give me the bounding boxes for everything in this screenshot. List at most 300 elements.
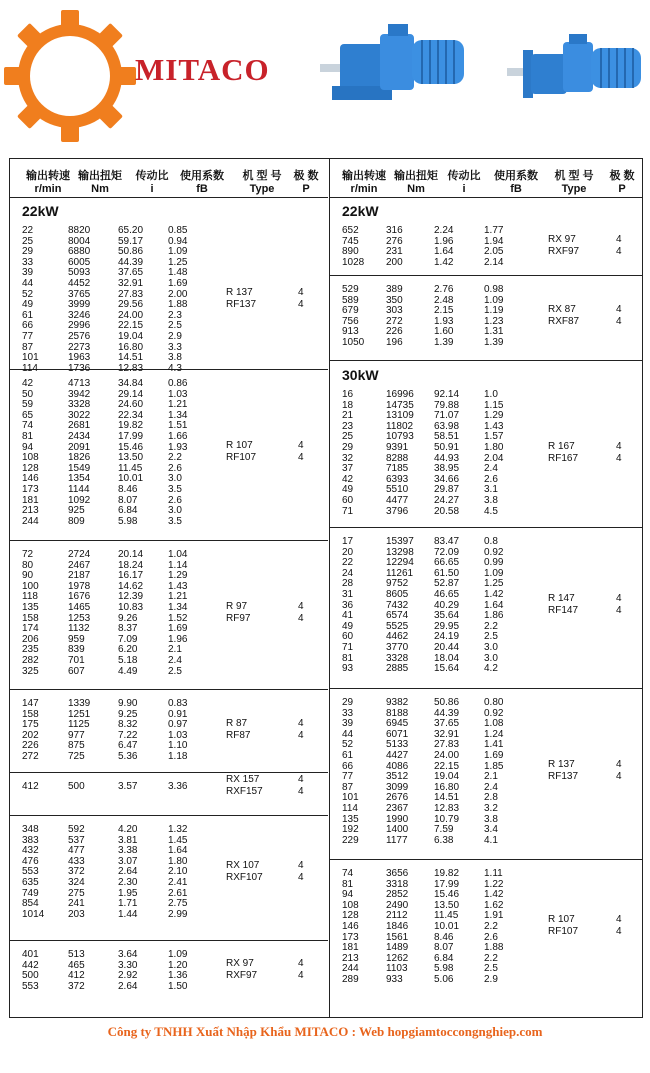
table-row (10, 655, 328, 666)
output-speed-cell: 71 (342, 642, 354, 653)
table-row (330, 631, 643, 642)
table-row (10, 473, 328, 484)
spec-section (330, 528, 643, 689)
model-type (10, 958, 328, 982)
model-type (330, 234, 643, 258)
output-torque-cell: 2187 (68, 570, 91, 582)
output-torque-cell: 1400 (386, 824, 409, 836)
ratio-cell: 17.99 (434, 878, 460, 890)
service-factor-cell: 2.9 (168, 331, 182, 342)
output-torque-cell: 959 (68, 633, 85, 645)
service-factor-cell: 2.6 (484, 473, 498, 485)
ratio-cell: 2.48 (434, 294, 454, 306)
spec-table (9, 158, 643, 1018)
service-factor-cell: 0.80 (484, 697, 504, 708)
output-speed-cell: 325 (22, 665, 39, 677)
output-torque-cell: 1092 (68, 494, 91, 506)
header-label-en: fB (196, 183, 208, 195)
output-speed-cell: 181 (22, 494, 39, 506)
table-row (330, 578, 643, 589)
header-label-en: Nm (91, 183, 109, 195)
ratio-cell: 22.34 (118, 409, 144, 421)
spec-section (10, 773, 328, 816)
service-factor-cell: 1.19 (484, 305, 504, 317)
output-speed-cell: 745 (342, 235, 359, 247)
output-torque-cell: 725 (68, 751, 85, 762)
output-torque-cell: 592 (68, 824, 85, 835)
output-speed-cell: 146 (22, 473, 39, 485)
service-factor-cell: 1.88 (484, 942, 504, 954)
output-speed-cell: 52 (22, 288, 34, 300)
service-factor-cell: 1.64 (484, 599, 504, 611)
table-row (330, 421, 643, 432)
service-factor-cell: 1.57 (484, 431, 504, 443)
output-torque-cell: 3246 (68, 309, 91, 321)
pole-count: 4 (616, 914, 622, 926)
output-torque-cell: 6574 (386, 610, 409, 622)
table-row (330, 974, 643, 985)
header-label-zh: 传动比 (135, 170, 169, 182)
output-speed-cell: 61 (342, 750, 354, 761)
output-torque-cell: 1963 (68, 352, 91, 364)
output-torque-cell: 3318 (386, 878, 409, 890)
service-factor-cell: 3.5 (168, 484, 182, 495)
ratio-cell: 37.65 (118, 267, 144, 279)
service-factor-cell: 1.18 (168, 751, 188, 762)
table-row (330, 814, 643, 825)
output-speed-cell: 282 (22, 655, 39, 666)
table-row (10, 484, 328, 495)
output-torque-cell: 2996 (68, 320, 91, 332)
output-torque-cell: 1354 (68, 473, 91, 485)
output-speed-cell: 33 (22, 256, 34, 268)
ratio-cell: 10.01 (118, 473, 144, 485)
service-factor-cell: 1.22 (484, 878, 504, 890)
service-factor-cell: 1.48 (168, 267, 188, 279)
output-speed-cell: 29 (342, 697, 354, 708)
ratio-cell: 58.51 (434, 431, 460, 443)
model-number: RF147 (548, 604, 579, 616)
output-torque-cell: 1339 (68, 698, 91, 709)
table-row (10, 352, 328, 363)
output-torque-cell: 13298 (386, 546, 414, 558)
output-speed-cell: 158 (22, 612, 39, 624)
output-speed-cell: 49 (22, 299, 34, 311)
pole-count: 4 (298, 970, 304, 982)
output-torque-cell: 500 (68, 781, 85, 792)
ratio-cell: 3.81 (118, 834, 138, 846)
output-torque-cell: 977 (68, 729, 85, 741)
left-column (10, 159, 328, 1017)
header-label-en: Type (249, 183, 275, 195)
service-factor-cell: 1.31 (484, 326, 504, 338)
service-factor-cell: 1.21 (168, 399, 188, 411)
output-torque-cell: 3770 (386, 642, 409, 653)
right-column (329, 159, 643, 1017)
service-factor-cell: 3.4 (484, 824, 498, 836)
ratio-cell: 24.27 (434, 495, 460, 506)
output-speed-cell: 61 (22, 309, 34, 321)
ratio-cell: 7.09 (118, 633, 138, 645)
ratio-cell: 20.44 (434, 642, 460, 653)
ratio-cell: 29.95 (434, 620, 460, 632)
output-speed-cell: 77 (22, 331, 34, 342)
output-torque-cell: 8605 (386, 589, 409, 600)
table-row (10, 505, 328, 516)
service-factor-cell: 1.41 (484, 739, 504, 751)
service-factor-cell: 1.32 (168, 824, 188, 835)
ratio-cell: 6.84 (434, 952, 454, 964)
ratio-cell: 27.83 (434, 739, 460, 751)
output-torque-cell: 1251 (68, 708, 91, 720)
ratio-cell: 12.83 (118, 362, 144, 374)
output-torque-cell: 701 (68, 655, 85, 666)
service-factor-cell: 1.69 (168, 623, 188, 635)
ratio-cell: 15.46 (118, 441, 144, 453)
pole-count: 4 (298, 774, 304, 786)
ratio-cell: 52.87 (434, 578, 460, 590)
output-speed-cell: 74 (342, 868, 354, 879)
ratio-cell: 7.59 (434, 824, 454, 836)
ratio-cell: 4.49 (118, 665, 138, 677)
table-row (10, 898, 328, 909)
output-torque-cell: 276 (386, 235, 403, 247)
ratio-cell: 2.92 (118, 970, 138, 982)
table-row (330, 953, 643, 964)
output-speed-cell: 401 (22, 949, 39, 960)
ratio-cell: 2.76 (434, 284, 454, 295)
table-row (330, 337, 643, 348)
ratio-cell: 35.64 (434, 610, 460, 622)
output-speed-cell: 49 (342, 620, 354, 632)
ratio-cell: 2.15 (434, 305, 454, 317)
header-label-en: Type (561, 183, 587, 195)
ratio-cell: 63.98 (434, 420, 460, 432)
output-torque-cell: 6393 (386, 473, 409, 485)
output-speed-cell: 756 (342, 315, 359, 327)
table-row (10, 835, 328, 846)
spec-section (10, 541, 328, 690)
table-row (330, 942, 643, 953)
ratio-cell: 10.83 (118, 602, 144, 613)
service-factor-cell: 2.2 (168, 452, 182, 464)
pole-count: 4 (616, 234, 622, 246)
service-factor-cell: 1.51 (168, 420, 188, 432)
ratio-cell: 19.04 (118, 331, 144, 342)
table-row (330, 463, 643, 474)
output-speed-cell: 1028 (342, 256, 365, 268)
table-row (330, 708, 643, 719)
service-factor-cell: 2.04 (484, 452, 504, 464)
output-torque-cell: 350 (386, 294, 403, 306)
service-factor-cell: 0.91 (168, 708, 188, 720)
ratio-cell: 44.93 (434, 452, 460, 464)
header-label-en: r/min (34, 183, 62, 195)
pole-count: 4 (616, 759, 622, 771)
ratio-cell: 3.57 (118, 781, 138, 792)
service-factor-cell: 1.29 (484, 410, 504, 422)
output-speed-cell: 81 (342, 652, 354, 664)
service-factor-cell: 4.5 (484, 505, 498, 517)
output-speed-cell: 81 (22, 431, 34, 442)
table-row (10, 751, 328, 762)
service-factor-cell: 2.1 (168, 644, 182, 656)
service-factor-cell: 0.98 (484, 284, 504, 295)
service-factor-cell: 1.0 (484, 389, 498, 400)
output-speed-cell: 476 (22, 855, 39, 867)
output-speed-cell: 36 (342, 599, 354, 611)
model-number: RXF97 (226, 970, 258, 982)
ratio-cell: 27.83 (118, 288, 144, 300)
ratio-cell: 13.50 (118, 452, 144, 464)
service-factor-cell: 1.86 (484, 610, 504, 622)
header-label-zh: 机 型 号 (554, 170, 594, 182)
output-torque-cell: 2112 (386, 910, 408, 922)
header-label-en: P (302, 183, 310, 195)
output-torque-cell: 5133 (386, 739, 409, 751)
ratio-cell: 14.62 (118, 580, 144, 592)
output-torque-cell: 4713 (68, 378, 91, 389)
output-speed-cell: 33 (342, 707, 354, 719)
service-factor-cell: 1.21 (168, 591, 188, 603)
pole-count: 4 (616, 604, 622, 616)
output-speed-cell: 226 (22, 740, 39, 752)
power-rating: 22kW (342, 203, 379, 219)
model-number: R 167 (548, 440, 575, 452)
spec-section (10, 370, 328, 541)
output-torque-cell: 1489 (386, 942, 409, 954)
model-number: RXF157 (226, 786, 263, 798)
model-number: RXF107 (226, 871, 263, 883)
spec-section (10, 197, 328, 374)
output-torque-cell: 1125 (68, 719, 90, 731)
ratio-cell: 9.26 (118, 612, 138, 624)
model-number: R 137 (548, 759, 575, 771)
output-speed-cell: 128 (22, 462, 39, 474)
output-speed-cell: 22 (22, 225, 34, 236)
service-factor-cell: 2.14 (484, 256, 504, 268)
output-torque-cell: 465 (68, 959, 85, 971)
service-factor-cell: 3.3 (168, 341, 182, 353)
service-factor-cell: 2.6 (484, 931, 498, 943)
service-factor-cell: 1.52 (168, 612, 188, 624)
service-factor-cell: 1.50 (168, 980, 188, 992)
output-speed-cell: 94 (22, 441, 34, 453)
output-speed-cell: 80 (22, 559, 34, 571)
table-row (10, 909, 328, 920)
output-speed-cell: 72 (22, 549, 34, 560)
output-torque-cell: 7185 (386, 463, 409, 475)
model-type (330, 914, 643, 938)
output-torque-cell: 3328 (386, 652, 409, 664)
service-factor-cell: 1.43 (484, 420, 504, 432)
output-speed-cell: 235 (22, 644, 39, 656)
output-torque-cell: 1676 (68, 591, 91, 603)
output-torque-cell: 4086 (386, 760, 409, 772)
ratio-cell: 5.18 (118, 655, 138, 666)
service-factor-cell: 1.20 (168, 959, 188, 971)
header-label-zh: 输出转速 (26, 170, 70, 182)
service-factor-cell: 1.15 (484, 399, 504, 411)
pole-count: 4 (298, 287, 304, 299)
service-factor-cell: 2.2 (484, 921, 498, 932)
ratio-cell: 2.64 (118, 980, 138, 992)
service-factor-cell: 2.5 (484, 631, 498, 643)
ratio-cell: 50.86 (434, 697, 460, 708)
output-speed-cell: 442 (22, 959, 39, 971)
output-speed-cell: 81 (342, 878, 354, 890)
model-type (330, 759, 643, 783)
ratio-cell: 19.82 (118, 420, 144, 432)
model-type (10, 601, 328, 625)
table-row (10, 378, 328, 389)
service-factor-cell: 1.91 (484, 910, 504, 922)
output-speed-cell: 348 (22, 824, 39, 835)
output-torque-cell: 196 (386, 337, 403, 348)
pole-count: 4 (298, 440, 304, 452)
model-number: RX 157 (226, 774, 260, 786)
output-speed-cell: 41 (342, 610, 354, 622)
service-factor-cell: 1.80 (168, 855, 188, 867)
output-torque-cell: 839 (68, 644, 85, 656)
service-factor-cell: 3.0 (484, 642, 498, 653)
output-speed-cell: 913 (342, 326, 359, 338)
output-speed-cell: 31 (342, 589, 354, 600)
service-factor-cell: 2.99 (168, 908, 188, 920)
pole-count: 4 (616, 315, 622, 327)
service-factor-cell: 1.66 (168, 431, 188, 442)
table-row (10, 581, 328, 592)
output-speed-cell: 114 (342, 803, 358, 814)
ratio-cell: 8.32 (118, 719, 138, 731)
service-factor-cell: 0.97 (168, 719, 188, 731)
output-torque-cell: 9752 (386, 578, 409, 590)
table-row (330, 326, 643, 337)
table-row (330, 257, 643, 268)
service-factor-cell: 2.41 (168, 877, 188, 888)
service-factor-cell: 2.4 (168, 655, 182, 666)
table-row (330, 536, 643, 547)
ratio-cell: 9.25 (118, 708, 138, 720)
spec-section (10, 690, 328, 773)
service-factor-cell: 2.6 (168, 462, 182, 474)
header-label-zh: 输出转速 (342, 170, 386, 182)
ratio-cell: 10.01 (434, 921, 460, 932)
output-speed-cell: 24 (342, 567, 354, 579)
service-factor-cell: 0.8 (484, 536, 498, 547)
service-factor-cell: 1.34 (168, 409, 188, 421)
output-speed-cell: 1014 (22, 908, 45, 920)
pole-count: 4 (298, 786, 304, 798)
header-label-zh: 传动比 (447, 170, 481, 182)
ratio-cell: 11.45 (434, 910, 459, 922)
service-factor-cell: 1.09 (168, 246, 188, 258)
output-speed-cell: 181 (342, 942, 359, 954)
output-torque-cell: 15397 (386, 536, 414, 547)
service-factor-cell: 1.09 (484, 567, 504, 579)
output-speed-cell: 158 (22, 708, 39, 720)
service-factor-cell: 1.62 (484, 899, 504, 911)
model-number: RF107 (226, 452, 257, 464)
table-row (330, 547, 643, 558)
output-torque-cell: 2676 (386, 792, 409, 804)
output-speed-cell: 37 (342, 463, 354, 475)
service-factor-cell: 1.08 (484, 718, 504, 730)
ratio-cell: 1.93 (434, 315, 454, 327)
output-speed-cell: 44 (342, 728, 354, 740)
output-torque-cell: 1978 (68, 580, 91, 592)
output-torque-cell: 200 (386, 256, 403, 268)
ratio-cell: 3.30 (118, 959, 138, 971)
output-torque-cell: 2576 (68, 331, 91, 342)
output-torque-cell: 3999 (68, 299, 91, 311)
output-speed-cell: 890 (342, 246, 359, 258)
header-label-en: r/min (350, 183, 378, 195)
table-row (10, 740, 328, 751)
header-label-zh: 使用系数 (180, 170, 224, 182)
brand-name: MITACO (135, 52, 270, 87)
output-torque-cell: 875 (68, 740, 85, 752)
output-torque-cell: 6005 (68, 256, 91, 268)
service-factor-cell: 2.00 (168, 288, 188, 300)
output-speed-cell: 213 (342, 952, 359, 964)
service-factor-cell: 1.93 (168, 441, 188, 453)
spec-section (330, 860, 643, 1050)
ratio-cell: 1.42 (434, 256, 454, 268)
output-speed-cell: 174 (22, 623, 39, 635)
output-speed-cell: 94 (342, 889, 354, 901)
ratio-cell: 5.98 (434, 963, 454, 975)
output-torque-cell: 933 (386, 974, 403, 985)
output-torque-cell: 1561 (386, 931, 409, 943)
output-speed-cell: 854 (22, 898, 39, 910)
ratio-cell: 37.65 (434, 718, 460, 730)
table-row (10, 342, 328, 353)
ratio-cell: 20.58 (434, 505, 460, 517)
output-torque-cell: 9382 (386, 697, 409, 708)
service-factor-cell: 2.9 (484, 974, 498, 985)
model-number: RX 97 (548, 234, 576, 246)
model-type (10, 718, 328, 742)
table-row (330, 835, 643, 846)
service-factor-cell: 3.2 (484, 803, 498, 814)
ratio-cell: 15.46 (434, 889, 460, 901)
spec-section (330, 276, 643, 361)
output-speed-cell: 118 (22, 591, 38, 603)
table-row (10, 644, 328, 655)
output-torque-cell: 1990 (386, 813, 409, 825)
table-row (330, 879, 643, 890)
output-torque-cell: 6880 (68, 246, 91, 258)
ratio-cell: 79.88 (434, 399, 460, 411)
table-row (10, 570, 328, 581)
output-speed-cell: 529 (342, 284, 359, 295)
service-factor-cell: 1.69 (484, 750, 504, 761)
ratio-cell: 29.14 (118, 388, 144, 400)
service-factor-cell: 2.6 (168, 494, 182, 506)
output-torque-cell: 537 (68, 834, 85, 846)
output-torque-cell: 4427 (386, 750, 409, 761)
output-speed-cell: 114 (22, 362, 38, 374)
service-factor-cell: 3.0 (168, 473, 182, 485)
output-torque-cell: 11802 (386, 420, 414, 432)
output-torque-cell: 372 (68, 980, 85, 992)
output-torque-cell: 3942 (68, 388, 91, 400)
service-factor-cell: 1.34 (168, 602, 188, 613)
pole-count: 4 (616, 592, 622, 604)
ratio-cell: 1.39 (434, 337, 454, 348)
ratio-cell: 18.04 (434, 652, 460, 664)
